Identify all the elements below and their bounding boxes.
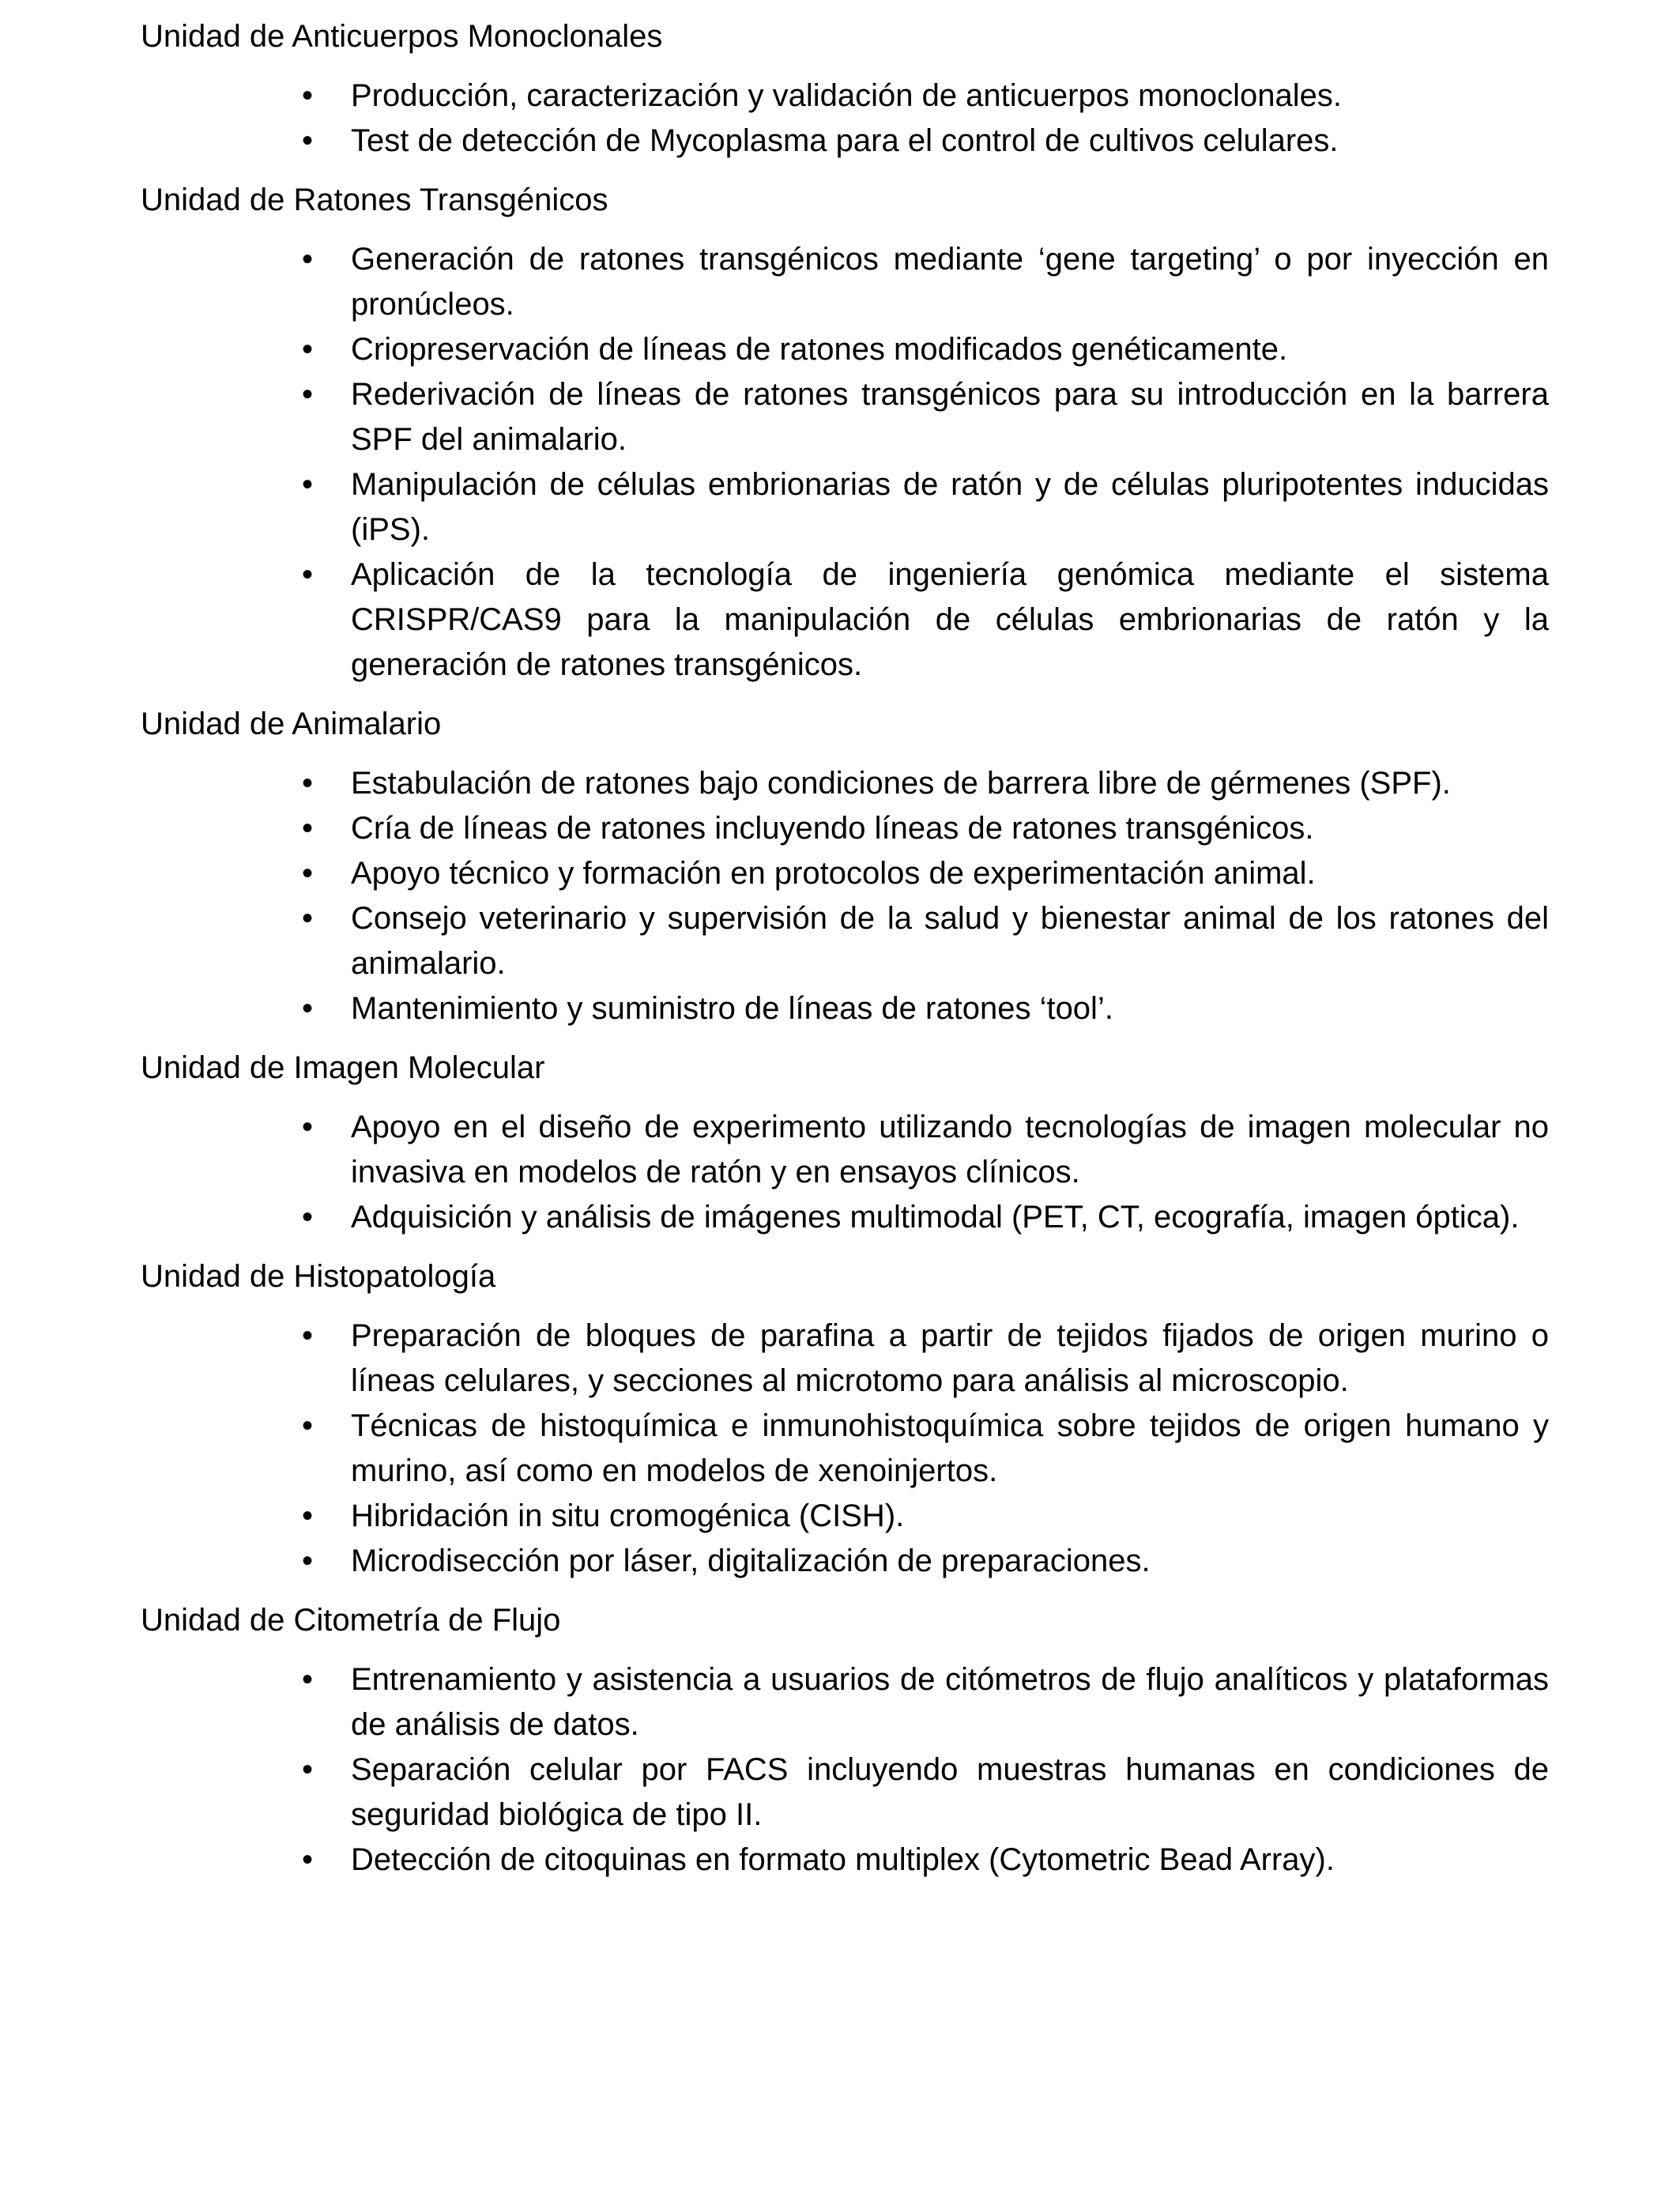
list-item <box>302 237 1549 327</box>
bullet-icon: • <box>302 901 314 936</box>
list-item <box>302 1494 1549 1539</box>
list-item-text: Consejo veterinario y supervisión de la salud y bienestar animal de los ratones del animalario. <box>351 901 1549 981</box>
list-item <box>302 1404 1549 1494</box>
bullet-icon: • <box>302 1110 314 1144</box>
section-title: Unidad de Citometría de Flujo <box>141 1603 561 1638</box>
list-item <box>302 552 1549 688</box>
list-item-text: Estabulación de ratones bajo condiciones de barrera libre de gérmenes (SPF). <box>351 766 1451 801</box>
bullet-icon: • <box>302 123 314 158</box>
list-item-text: Detección de citoquinas en formato multiplex (Cytometric Bead Array). <box>351 1842 1335 1877</box>
section <box>141 178 1549 688</box>
list-item-text: Criopreservación de líneas de ratones modificados genéticamente. <box>351 332 1288 367</box>
section-title: Unidad de Histopatología <box>141 1259 496 1294</box>
bullet-list <box>141 761 1549 1031</box>
list-item-text: Test de detección de Mycoplasma para el control de cultivos celulares. <box>351 123 1339 158</box>
list-item <box>302 806 1549 851</box>
section-title: Unidad de Imagen Molecular <box>141 1050 545 1085</box>
list-item <box>302 1314 1549 1404</box>
list-item <box>302 851 1549 896</box>
list-item-text: Apoyo técnico y formación en protocolos de experimentación animal. <box>351 856 1316 891</box>
list-item-text: Separación celular por FACS incluyendo muestras humanas en condiciones de seguridad biológica de tipo II. <box>351 1752 1549 1832</box>
list-item-text: Generación de ratones transgénicos mediante ‘gene targeting’ o por inyección en pronúcleos. <box>351 242 1549 322</box>
bullet-list <box>141 1657 1549 1883</box>
bullet-icon: • <box>302 1200 314 1235</box>
list-item-text: Manipulación de células embrionarias de ratón y de células pluripotentes inducidas (iPS). <box>351 467 1549 547</box>
section-title: Unidad de Ratones Transgénicos <box>141 183 608 217</box>
list-item <box>302 327 1549 372</box>
list-item <box>302 896 1549 986</box>
bullet-list <box>141 1314 1549 1584</box>
bullet-icon: • <box>302 377 314 412</box>
list-item-text: Adquisición y análisis de imágenes multimodal (PET, CT, ecografía, imagen óptica). <box>351 1200 1520 1235</box>
bullet-icon: • <box>302 1498 314 1533</box>
list-item <box>302 986 1549 1031</box>
bullet-icon: • <box>302 1752 314 1787</box>
section <box>141 1046 1549 1240</box>
section <box>141 702 1549 1031</box>
list-item <box>302 119 1549 164</box>
bullet-icon: • <box>302 78 314 113</box>
bullet-list <box>141 1105 1549 1240</box>
list-item-text: Aplicación de la tecnología de ingeniería genómica mediante el sistema CRISPR/CAS9 para la manipulación de células embrionarias de ratón y la generación de ratones transgénicos. <box>351 557 1549 682</box>
list-item-text: Apoyo en el diseño de experimento utilizando tecnologías de imagen molecular no invasiva en modelos de ratón y en ensayos clínicos. <box>351 1110 1549 1189</box>
bullet-icon: • <box>302 332 314 367</box>
bullet-icon: • <box>302 1408 314 1443</box>
list-item <box>302 74 1549 119</box>
bullet-icon: • <box>302 811 314 846</box>
list-item-text: Microdisección por láser, digitalización de preparaciones. <box>351 1544 1151 1578</box>
bullet-icon: • <box>302 1544 314 1578</box>
bullet-icon: • <box>302 467 314 502</box>
list-item <box>302 1105 1549 1195</box>
bullet-icon: • <box>302 991 314 1026</box>
list-item <box>302 462 1549 552</box>
list-item <box>302 372 1549 462</box>
bullet-icon: • <box>302 1318 314 1353</box>
bullet-icon: • <box>302 557 314 592</box>
bullet-list <box>141 74 1549 164</box>
bullet-icon: • <box>302 1842 314 1877</box>
section <box>141 14 1549 164</box>
list-item-text: Mantenimiento y suministro de líneas de ratones ‘tool’. <box>351 991 1113 1026</box>
bullet-list <box>141 237 1549 688</box>
section-title: Unidad de Animalario <box>141 707 442 741</box>
list-item-text: Entrenamiento y asistencia a usuarios de citómetros de flujo analíticos y plataformas de análisis de datos. <box>351 1662 1549 1742</box>
list-item <box>302 1195 1549 1240</box>
section <box>141 1254 1549 1584</box>
list-item-text: Cría de líneas de ratones incluyendo líneas de ratones transgénicos. <box>351 811 1314 846</box>
list-item-text: Producción, caracterización y validación de anticuerpos monoclonales. <box>351 78 1343 113</box>
section-title: Unidad de Anticuerpos Monoclonales <box>141 19 663 54</box>
document-content <box>141 14 1549 1897</box>
list-item-text: Técnicas de histoquímica e inmunohistoquímica sobre tejidos de origen humano y murino, así como en modelos de xenoinjertos. <box>351 1408 1549 1488</box>
list-item <box>302 761 1549 806</box>
bullet-icon: • <box>302 856 314 891</box>
list-item <box>302 1747 1549 1838</box>
bullet-icon: • <box>302 766 314 801</box>
list-item-text: Hibridación in situ cromogénica (CISH). <box>351 1498 905 1533</box>
list-item <box>302 1838 1549 1883</box>
list-item-text: Preparación de bloques de parafina a partir de tejidos fijados de origen murino o líneas celulares, y secciones al microtomo para análisis al microscopio. <box>351 1318 1549 1398</box>
list-item <box>302 1539 1549 1584</box>
bullet-icon: • <box>302 1662 314 1697</box>
section <box>141 1598 1549 1883</box>
list-item <box>302 1657 1549 1747</box>
bullet-icon: • <box>302 242 314 277</box>
list-item-text: Rederivación de líneas de ratones transgénicos para su introducción en la barrera SPF del animalario. <box>351 377 1549 457</box>
